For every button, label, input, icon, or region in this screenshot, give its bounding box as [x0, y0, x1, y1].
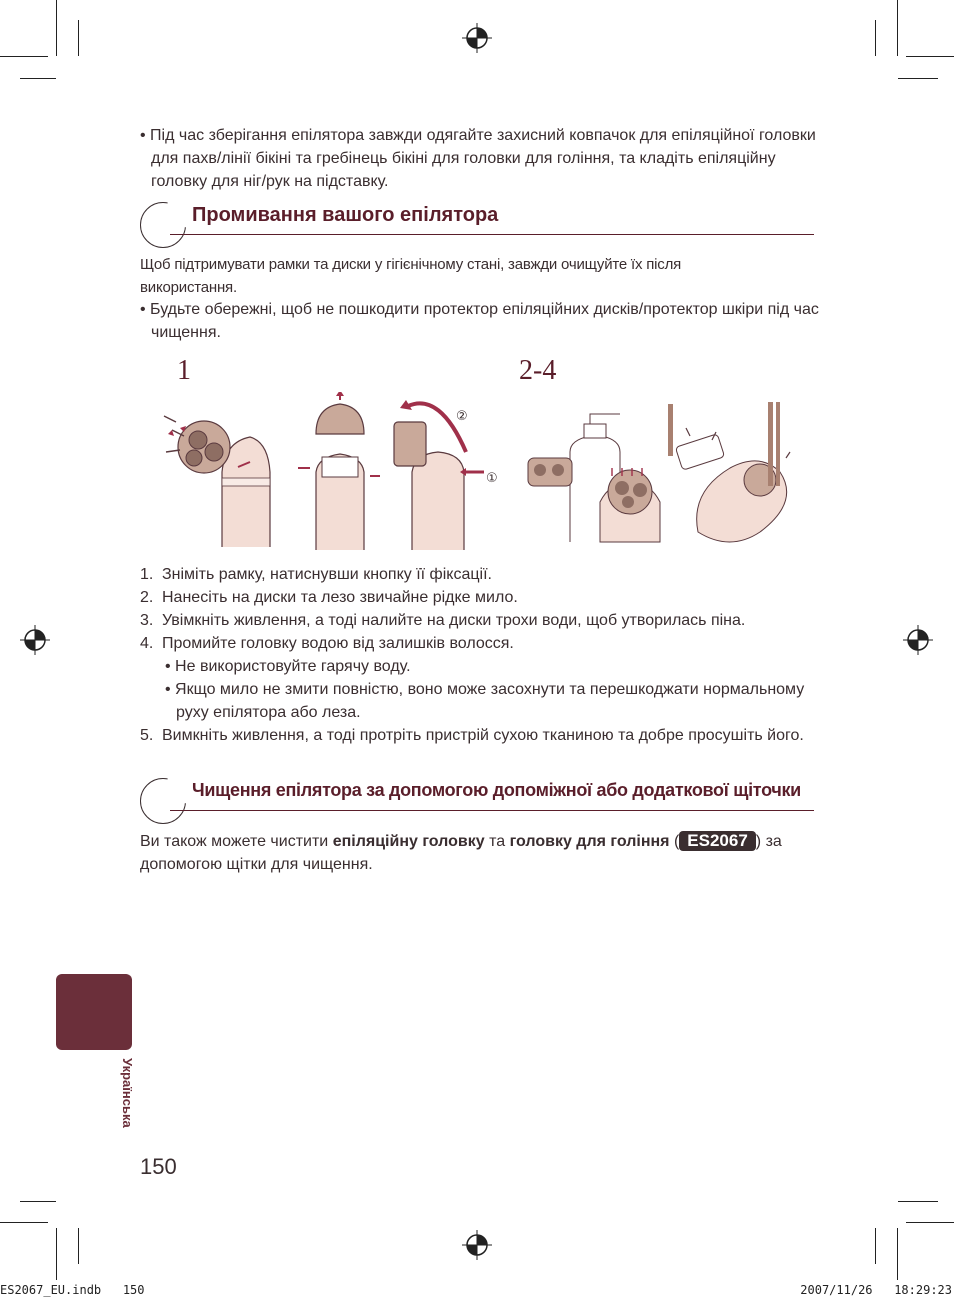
language-tab	[56, 974, 132, 1050]
para-text: Ви також можете чистити	[140, 833, 333, 850]
epilator-frame-removal-icon	[164, 416, 270, 547]
figure-label-step-1: 1	[177, 355, 191, 386]
section-washing-caution-bullet: • Будьте обережні, щоб не пошкодити протектор епіляційних дисків/протектор шкіри під час чищення.	[140, 301, 819, 341]
step-number: 3.	[140, 612, 154, 629]
callout-1: ①	[486, 471, 498, 486]
step-4-sub-bullet-1: • Не використовуйте гарячу воду.	[165, 658, 411, 675]
section-brush-paragraph	[140, 830, 815, 876]
registration-mark-top-icon	[462, 23, 492, 53]
step-number: 2.	[140, 589, 154, 606]
step-number: 4.	[140, 635, 154, 652]
section-brush-title: Чищення епілятора за допомогою допоміжної або додаткової щіточки	[192, 780, 801, 800]
epilator-lid-open-icon	[394, 400, 498, 550]
section-washing-title: Промивання вашого епілятора	[192, 204, 499, 226]
step-4-sub-bullet-2: • Якщо мило не змити повністю, воно може засохнути та перешкоджати нормальному руху епілятора або леза.	[165, 681, 805, 721]
step-number: 5.	[140, 727, 154, 744]
language-label: Українська	[120, 1058, 135, 1128]
soap-and-heads-icon	[528, 414, 660, 542]
para-text: ) за допомогою щітки для чищення.	[140, 833, 782, 873]
model-badge: ES2067	[679, 831, 756, 851]
epilator-cap-icon	[298, 392, 380, 550]
step-text: Промийте головку водою від залишків волосся.	[162, 635, 514, 652]
page-number: 150	[140, 1154, 177, 1179]
heading-rule	[170, 810, 814, 811]
step-number: 1.	[140, 566, 154, 583]
section-washing-heading	[140, 202, 814, 248]
epilation-head-term: епіляційну головку	[332, 833, 485, 850]
heading-arc-icon	[140, 202, 186, 248]
figure-label-steps-2-4: 2-4	[519, 355, 557, 386]
section-washing-paragraph: Щоб підтримувати рамки та диски у гігієнічному стані, завжди очищуйте їх після використання.	[140, 256, 682, 296]
shaver-head-term: головку для гоління	[509, 833, 670, 850]
step-text: Увімкніть живлення, а тоді налийте на диски трохи води, щоб утворилась піна.	[162, 612, 746, 629]
registration-mark-left-icon	[20, 625, 50, 655]
registration-mark-bottom-icon	[462, 1230, 492, 1260]
brush-cleaning-icon	[668, 402, 790, 542]
callout-2: ②	[456, 409, 468, 424]
footer-file-info: ES2067_EU.indb 150	[0, 1283, 145, 1297]
storage-note-bullet: • Під час зберігання епілятора завжди одягайте захисний ковпачок для епіляційної головки для пахв/лінії бікіні та гребінець бікіні для головки для гоління, та кладіть епіляційну головку для ніг/рук на підставку.	[140, 127, 816, 190]
registration-mark-right-icon	[903, 625, 933, 655]
section-brush-heading	[140, 778, 814, 824]
heading-arc-icon	[140, 778, 186, 824]
step-text: Нанесіть на диски та лезо звичайне рідке мило.	[162, 589, 518, 606]
heading-rule	[170, 234, 814, 235]
step-text: Зніміть рамку, натиснувши кнопку її фіксації.	[162, 566, 492, 583]
footer-timestamp: 2007/11/26 18:29:23	[800, 1283, 952, 1297]
para-text: (	[669, 833, 680, 850]
para-text: та	[484, 833, 510, 850]
step-text: Вимкніть живлення, а тоді протріть пристрій сухою тканиною та добре просушіть його.	[162, 727, 804, 744]
washing-illustration	[150, 392, 810, 552]
